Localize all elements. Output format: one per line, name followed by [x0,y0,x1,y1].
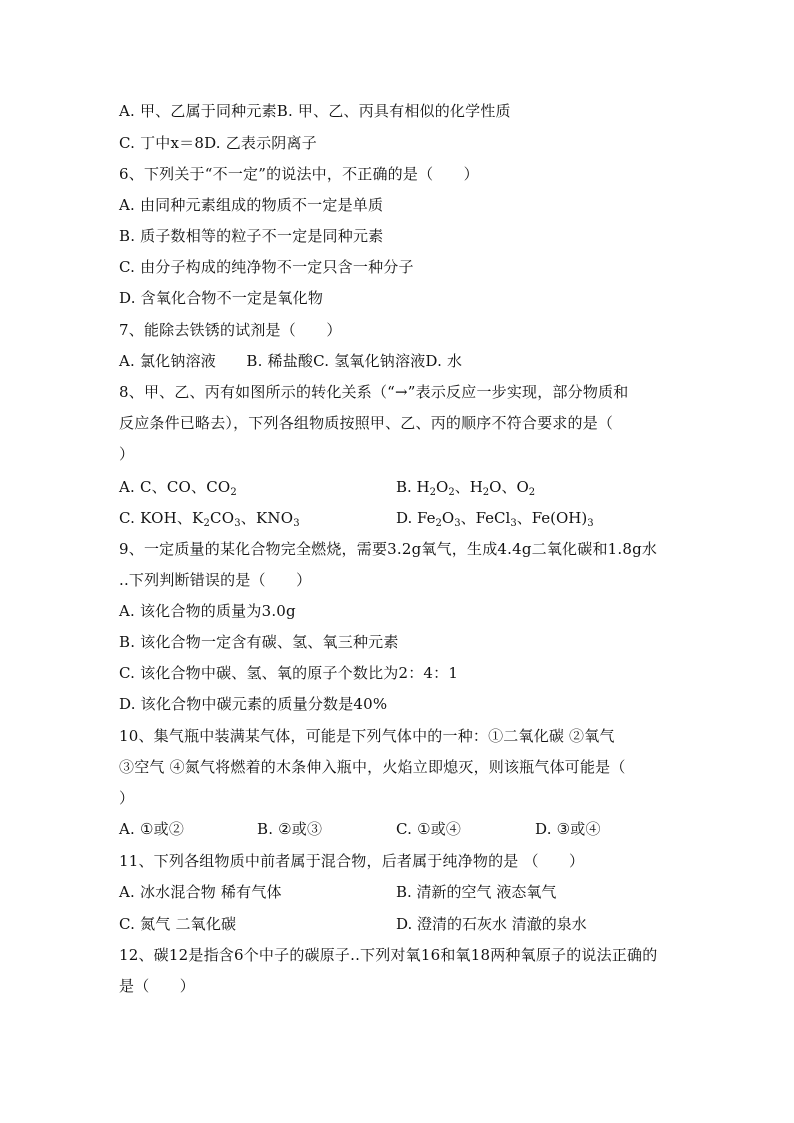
question-12-line1: 12、碳12是指含6个中子的碳原子..下列对氧16和氧18两种氧原子的说法正确的 [119,946,658,964]
q9-option-a: A. 该化合物的质量为3.0g [119,602,296,620]
q11-option-b: B. 清新的空气 液态氧气 [396,883,557,901]
q11-option-a: A. 冰水混合物 稀有气体 [119,883,282,901]
question-6: 6、下列关于“不一定”的说法中，不正确的是（ ） [119,165,479,183]
q8-option-a: A. C、CO、$CO_2$ [119,478,237,498]
q9-option-d: D. 该化合物中碳元素的质量分数是40% [119,695,388,713]
question-12-line2: 是（ ） [119,977,196,995]
q10-option-a: A. ①或② [119,820,185,838]
q11-option-d: D. 澄清的石灰水 清澈的泉水 [396,915,587,933]
q6-option-b: B. 质子数相等的粒子不一定是同种元素 [119,227,384,245]
question-11: 11、下列各组物质中前者属于混合物，后者属于纯净物的是 （ ） [119,852,585,870]
question-9-line1: 9、一定质量的某化合物完全燃烧，需要3.2g氧气，生成4.4g二氧化碳和1.8g水 [119,540,658,558]
q8-option-c: C. KOH、$K_2CO_3$、$KNO_3$ [119,509,300,529]
q6-option-d: D. 含氧化合物不一定是氧化物 [119,289,324,307]
q6-option-c: C. 由分子构成的纯净物不一定只含一种分子 [119,258,414,276]
question-10-line2: ③空气 ④氮气将燃着的木条伸入瓶中，火焰立即熄灭，则该瓶气体可能是（ [119,758,626,776]
q6-option-a: A. 由同种元素组成的物质不一定是单质 [119,196,384,214]
question-9-line2: ..下列判断错误的是（ ） [119,571,312,589]
question-10-line1: 10、集气瓶中装满某气体，可能是下列气体中的一种：①二氧化碳 ②氧气 [119,727,615,745]
q9-option-c: C. 该化合物中碳、氢、氧的原子个数比为2：4：1 [119,664,459,682]
question-8-line2: 反应条件已略去），下列各组物质按照甲、乙、丙的顺序不符合要求的是（ [119,414,614,432]
q10-option-c: C. ①或④ [396,820,462,838]
q9-option-b: B. 该化合物一定含有碳、氢、氧三种元素 [119,633,399,651]
question-8-line3: ） [119,445,135,463]
q10-option-b: B. ②或③ [257,820,323,838]
q8-option-b: B. $H_2O_2$、$H_2O$、$O_2$ [396,478,536,498]
question-10-line3: ） [119,789,135,807]
q5-options-cd: C. 丁中x＝8D. 乙表示阴离子 [119,134,317,152]
q11-option-c: C. 氮气 二氧化碳 [119,915,237,933]
q8-option-d: D. $Fe_2O_3$、FeCl$_3$、$Fe(OH)_3$ [396,509,594,529]
question-7: 7、能除去铁锈的试剂是（ ） [119,321,342,339]
q10-option-d: D. ③或④ [535,820,601,838]
q7-options: A. 氯化钠溶液 B. 稀盐酸C. 氢氧化钠溶液D. 水 [119,352,463,370]
q5-options-ab: A. 甲、乙属于同种元素B. 甲、乙、丙具有相似的化学性质 [119,102,511,120]
question-8-line1: 8、甲、乙、丙有如图所示的转化关系（“→”表示反应一步实现，部分物质和 [119,383,629,401]
